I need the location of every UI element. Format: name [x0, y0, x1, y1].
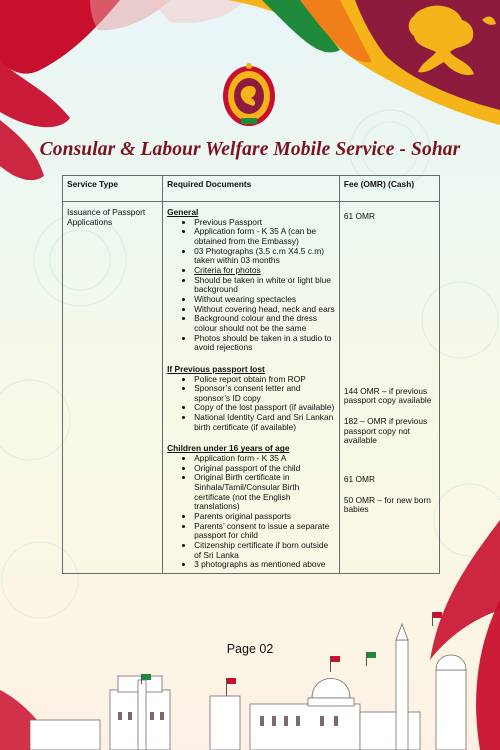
list-item: • Citizenship certificate if born outside of Sri Lanka — [194, 541, 335, 560]
general-requirements-list — [167, 218, 335, 353]
fee-general: 61 OMR — [343, 211, 376, 221]
list-item: • National Identity Card and Sri Lankan birth certificate (if available) — [194, 413, 335, 432]
required-documents-cell — [163, 202, 340, 574]
list-item: • Copy of the lost passport (if available) — [194, 403, 335, 413]
list-item: • Without covering head, neck and ears — [194, 305, 335, 315]
table-header-row — [63, 176, 440, 202]
children-requirements-list — [167, 454, 335, 570]
list-item: • Application form - K 35 A — [194, 454, 335, 464]
list-item: • Sponsor’s consent letter and sponsor’s ID copy — [194, 384, 335, 403]
fee-cell — [339, 202, 439, 574]
list-item: • Parents’ consent to issue a separate passport for child — [194, 522, 335, 541]
section-heading-general: General — [167, 207, 199, 217]
list-item: • 03 Photographs (3.5 c.m X4.5 c.m) taken within 03 months — [194, 247, 335, 266]
list-item: • Previous Passport — [194, 218, 335, 228]
page-number: Page 02 — [226, 642, 274, 656]
service-type-cell: Issuance of Passport Applications — [63, 202, 163, 574]
list-item: • Background colour and the dress colour should not be the same — [194, 314, 335, 333]
list-item: • Should be taken in white or light blue background — [194, 276, 335, 295]
fee-lost-with-copy: 144 OMR – if previous passport copy available — [343, 385, 432, 406]
table-row — [63, 202, 440, 574]
section-heading-lost-passport: If Previous passport lost — [167, 363, 265, 374]
list-item: • 3 photographs as mentioned above — [194, 560, 335, 570]
fee-lost-without-copy: 182 – OMR if previous passport copy not available — [343, 415, 428, 446]
list-item: • Original Birth certificate in Sinhala/Tamil/Consular Birth certificate (not the English translations) — [194, 473, 335, 512]
section-heading-children: Children under 16 years of age — [167, 443, 290, 454]
list-item: • Without wearing spectacles — [194, 295, 335, 305]
fee-children: 61 OMR — [343, 473, 376, 484]
sri-lanka-emblem-icon — [221, 60, 277, 128]
header-fee: Fee (OMR) (Cash) — [339, 176, 439, 202]
list-item: • Parents original passports — [194, 512, 335, 522]
lost-passport-requirements-list — [167, 375, 335, 433]
list-item: • Application form - K 35 A (can be obtained from the Embassy) — [194, 227, 335, 246]
header-service-type: Service Type — [63, 176, 163, 202]
list-item: • Photos should be taken in a studio to avoid rejections — [194, 334, 335, 353]
list-item: • Original passport of the child — [194, 464, 335, 474]
passport-services-table — [62, 175, 440, 574]
list-item: • Criteria for photos — [194, 266, 335, 276]
list-item: • Police report obtain from ROP — [194, 375, 335, 385]
header-required-documents: Required Documents — [163, 176, 340, 202]
fee-new-born: 50 OMR – for new born babies — [343, 494, 431, 515]
page-title: Consular & Labour Welfare Mobile Service - Sohar — [39, 139, 461, 160]
